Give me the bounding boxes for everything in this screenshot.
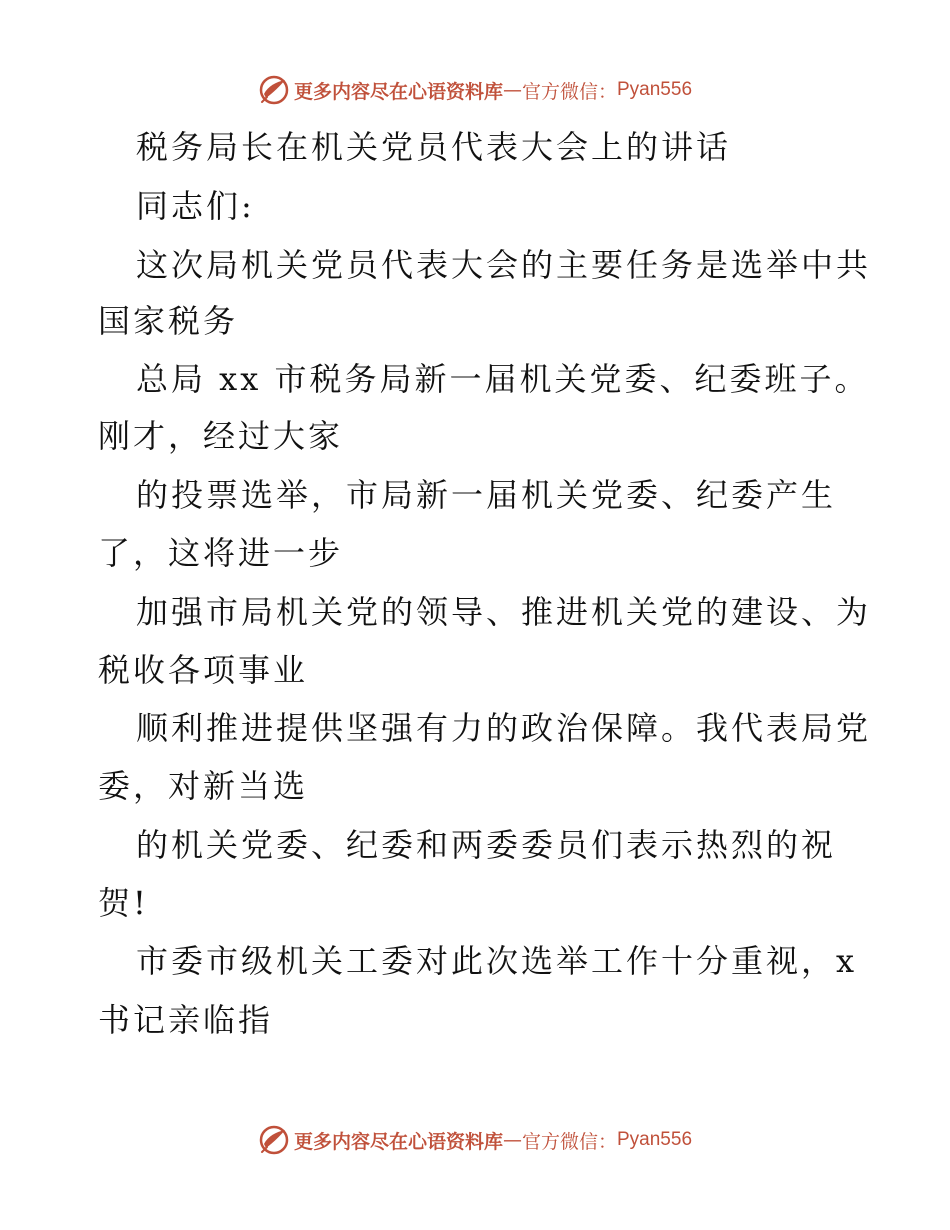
header-banner xyxy=(0,70,950,110)
text-line: 了，这将进一步 xyxy=(98,534,344,572)
text-line: 书记亲临指 xyxy=(98,1001,274,1039)
text-line: 刚才，经过大家 xyxy=(98,417,344,455)
banner-wechat-label: 官方微信： xyxy=(521,80,617,103)
pen-logo-icon xyxy=(258,1124,290,1156)
banner-text: 更多内容尽在心语资料库 xyxy=(293,1130,503,1153)
text-line: 委，对新当选 xyxy=(98,767,309,805)
text-line: 同志们: xyxy=(136,187,255,225)
banner-wechat-label: 官方微信： xyxy=(521,1130,617,1153)
text-line: 税收各项事业 xyxy=(98,651,309,689)
banner-separator: — xyxy=(502,79,522,101)
banner-separator: — xyxy=(502,1129,522,1151)
text-line: 总局 xx 市税务局新一届机关党委、纪委班子。 xyxy=(136,360,870,398)
text-line: 加强市局机关党的领导、推进机关党的建设、为 xyxy=(136,593,872,631)
pen-logo-icon xyxy=(258,74,290,106)
text-line: 国家税务 xyxy=(98,302,239,340)
text-line: 顺利推进提供坚强有力的政治保障。我代表局党 xyxy=(136,709,872,747)
banner-text: 更多内容尽在心语资料库 xyxy=(293,80,503,103)
text-line: 市委市级机关工委对此次选举工作十分重视，x xyxy=(136,942,858,980)
text-line: 的机关党委、纪委和两委委员们表示热烈的祝 xyxy=(136,826,837,864)
document-title: 税务局长在机关党员代表大会上的讲话 xyxy=(136,128,732,166)
banner-wechat-id: Pyan556 xyxy=(617,79,693,100)
footer-banner xyxy=(0,1120,950,1160)
text-line: 贺! xyxy=(98,884,149,922)
text-line: 这次局机关党员代表大会的主要任务是选举中共 xyxy=(136,246,872,284)
banner-wechat-id: Pyan556 xyxy=(617,1129,693,1150)
text-line: 的投票选举，市局新一届机关党委、纪委产生 xyxy=(136,476,837,514)
